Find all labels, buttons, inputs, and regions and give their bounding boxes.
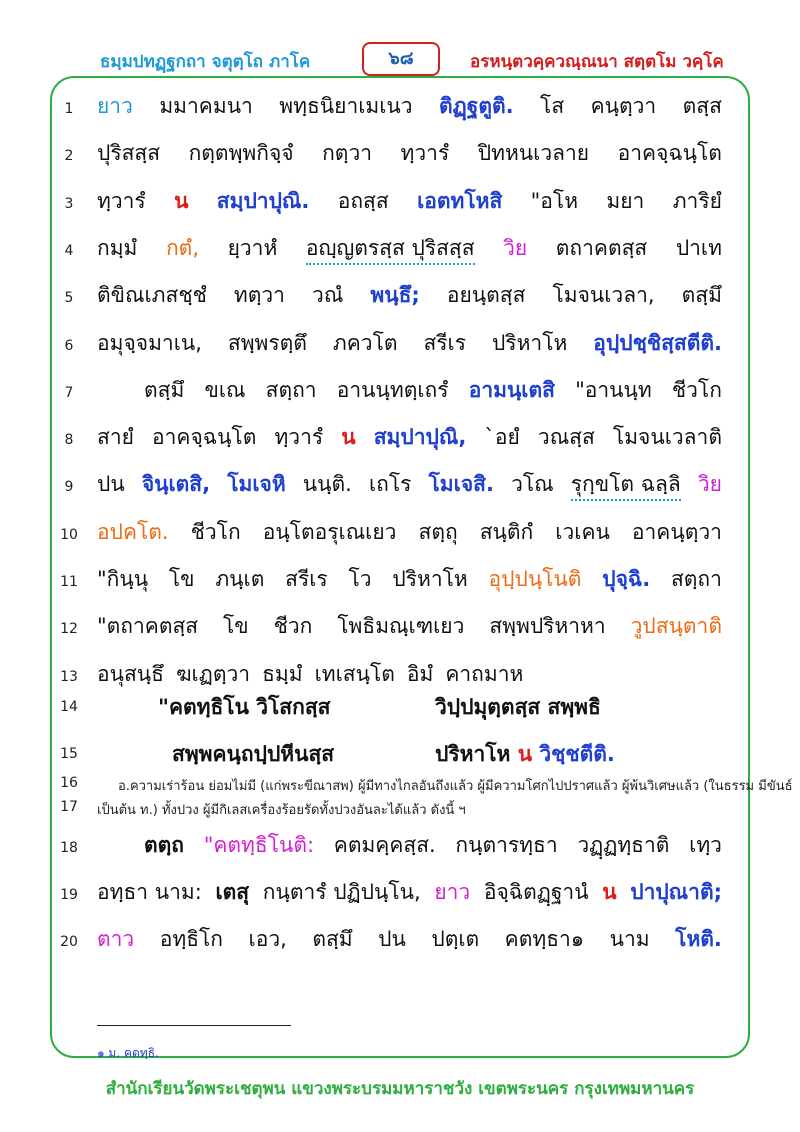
word: ทฺวารํ bbox=[97, 188, 146, 213]
word: `อยํ bbox=[484, 425, 520, 450]
word: "กินฺนุ bbox=[97, 567, 149, 591]
word: โข bbox=[223, 614, 249, 639]
word: คาถมาห bbox=[445, 661, 524, 686]
word: อานนฺทตฺเถรํ bbox=[336, 377, 449, 402]
verse-word: ปริหาโห bbox=[435, 742, 511, 766]
word: "ตถาคตสฺส bbox=[97, 614, 199, 639]
text-line bbox=[0, 513, 800, 557]
page-footer: สำนักเรียนวัดพระเชตุพน แขวงพระบรมมหาราชวัง เขตพระนคร กรุงเทพมหานคร bbox=[105, 1079, 695, 1099]
word: น bbox=[602, 880, 617, 904]
word: โมเจสิ. bbox=[428, 472, 494, 497]
word: วณสฺส bbox=[537, 425, 595, 450]
word: ปริหาโห bbox=[491, 330, 568, 355]
word: จินฺเตสิ, bbox=[141, 472, 211, 497]
line-text bbox=[97, 328, 722, 358]
line-text bbox=[97, 611, 722, 641]
line-number: 18 bbox=[60, 840, 78, 856]
text-line bbox=[0, 560, 800, 604]
word: โมเจหิ bbox=[227, 472, 286, 497]
word: วโณ bbox=[511, 472, 554, 497]
word: อยนฺตสฺส bbox=[446, 283, 526, 308]
word: สตฺถา bbox=[670, 567, 722, 591]
word: มมาคมนา bbox=[159, 94, 253, 118]
word: โข bbox=[168, 567, 195, 591]
word: โว bbox=[348, 567, 372, 591]
text-line bbox=[0, 87, 800, 131]
text-line bbox=[0, 418, 800, 462]
word: อนฺโตอรุเณเยว bbox=[262, 519, 397, 544]
word: ยาว bbox=[434, 880, 471, 904]
line-number: 2 bbox=[64, 148, 74, 165]
word: "อโห bbox=[530, 188, 579, 213]
word: อาคจฺฉนฺโต bbox=[152, 425, 257, 450]
line-number: 13 bbox=[60, 668, 78, 685]
word: ตสฺส bbox=[682, 94, 722, 118]
word: โมจนเวลา, bbox=[552, 283, 655, 308]
word: สพฺพรตฺตึ bbox=[227, 330, 307, 355]
word: อิจฺฉิตฏฺฐานํ bbox=[483, 880, 589, 904]
line-text bbox=[97, 422, 722, 452]
word: เทฺว bbox=[689, 833, 722, 857]
line-number: 3 bbox=[64, 195, 74, 212]
word: ฆเฏตฺวา bbox=[175, 661, 251, 686]
word: ตสฺมึ bbox=[144, 377, 185, 402]
word: ตสฺมึ bbox=[681, 283, 722, 308]
word: ภาริยํ bbox=[672, 188, 722, 213]
line-text bbox=[144, 375, 722, 405]
header-right-title: อรหนฺตวคฺควณฺณนา สตฺตโม วคฺโค bbox=[470, 52, 724, 72]
word: อญฺญตรสฺส ปุริสสฺส bbox=[306, 233, 475, 265]
verse-part-b bbox=[435, 738, 615, 771]
word: สพฺพปริหาหา bbox=[489, 614, 606, 639]
word: ภควโต bbox=[332, 330, 398, 355]
word: อาคนฺตฺวา bbox=[631, 519, 722, 544]
line-text bbox=[97, 517, 722, 547]
word: ภนฺเต bbox=[215, 567, 265, 591]
word: พนฺธึ; bbox=[370, 283, 420, 308]
footnote-rule bbox=[97, 1025, 291, 1026]
word: ปุจฺฉิ. bbox=[602, 567, 651, 591]
word: ชีวโก bbox=[190, 519, 241, 544]
word: อนุสนฺธึ bbox=[97, 661, 164, 686]
word: อิมํ bbox=[406, 661, 434, 686]
word: รุกฺขโต ฉลฺลิ bbox=[571, 469, 681, 501]
word: อามนฺเตสิ bbox=[468, 377, 555, 402]
line-text bbox=[97, 91, 722, 121]
word: สายํ bbox=[97, 425, 134, 450]
footnote-text: ๑ ม. คตทฺธิ. bbox=[97, 1046, 159, 1060]
line-text bbox=[97, 564, 722, 594]
word: สตฺถุ bbox=[418, 519, 458, 544]
word: ติฏฺฐตูติ. bbox=[439, 94, 514, 118]
line-number: 5 bbox=[64, 290, 74, 307]
word: นาม bbox=[609, 927, 650, 951]
verse-part-a: สพฺพคนฺถปฺปหีนสฺส bbox=[172, 742, 335, 766]
word: อุปฺปนฺโนติ bbox=[488, 567, 582, 591]
text-line bbox=[0, 276, 800, 320]
text-line bbox=[0, 229, 800, 273]
word: ตสฺมึ bbox=[312, 927, 353, 951]
line-text bbox=[97, 280, 722, 310]
word: ทฺวารํ bbox=[400, 141, 450, 166]
word: นนฺติ. bbox=[302, 472, 352, 497]
word: กนฺตารํ ปฏิปนฺโน, bbox=[262, 880, 421, 904]
word: กตฺวา bbox=[322, 141, 373, 166]
word: คตทฺธา๑ bbox=[504, 927, 585, 951]
word: เอว, bbox=[248, 927, 287, 951]
word: ตถาคตสฺส bbox=[555, 235, 648, 260]
word: ตตฺถ bbox=[144, 833, 184, 857]
word: โหติ. bbox=[675, 927, 722, 951]
text-line bbox=[0, 873, 800, 917]
word: อมุจฺจมาเน, bbox=[97, 330, 202, 355]
word: กมฺมํ bbox=[97, 235, 138, 260]
word: ปาปุณาติ; bbox=[630, 880, 722, 904]
word: อทฺธา นาม: bbox=[97, 880, 202, 904]
line-text bbox=[97, 233, 722, 265]
line-number: 6 bbox=[64, 337, 74, 354]
text-line bbox=[0, 465, 800, 509]
line-number: 14 bbox=[60, 699, 78, 715]
line-number: 16 bbox=[60, 775, 78, 791]
verse-part-a: "คตทฺธิโน วิโสกสฺส bbox=[158, 695, 331, 719]
header-left-title: ธมฺมปทฏฺฐกถา จตุตฺโถ ภาโค bbox=[100, 52, 311, 72]
word: "คตทฺธิโนติ: bbox=[203, 833, 315, 857]
text-line bbox=[0, 134, 800, 178]
translation-text: อ.ความเร่าร้อน ย่อมไม่มี (แก่พระขีณาสพ) ผู้มีทางไกลอันถึงแล้ว ผู้มีความโศกไปปราศแล้ว ผู้พ้นวิเศษแล้ว (ในธรรม มีขันธ์ bbox=[118, 779, 793, 794]
word: เวเคน bbox=[555, 519, 610, 544]
word: กนฺตารทฺธา bbox=[455, 833, 558, 857]
word: ปริหาโห bbox=[392, 567, 468, 591]
word: เอตทโหสิ bbox=[417, 188, 503, 213]
word: น bbox=[341, 425, 356, 450]
word: เถโร bbox=[368, 472, 412, 497]
line-number: 20 bbox=[60, 934, 78, 950]
word: ชีวโก bbox=[671, 377, 722, 402]
word: ทตฺวา bbox=[233, 283, 285, 308]
line-number: 7 bbox=[64, 384, 74, 401]
word: เทเสนฺโต bbox=[314, 661, 395, 686]
text-line bbox=[0, 182, 800, 226]
word: กตํ, bbox=[165, 235, 199, 260]
word: อปคโต. bbox=[97, 519, 169, 544]
word: ปาเท bbox=[675, 235, 722, 260]
line-number: 15 bbox=[60, 746, 78, 762]
line-text bbox=[97, 924, 722, 954]
text-line bbox=[0, 826, 800, 870]
word: ปตฺเต bbox=[431, 927, 480, 951]
text-line bbox=[0, 920, 800, 964]
line-text bbox=[97, 186, 722, 216]
line-number: 9 bbox=[64, 479, 74, 496]
verse-line-15 bbox=[0, 732, 800, 776]
verse-line-14 bbox=[0, 685, 800, 729]
word: โส bbox=[540, 94, 565, 118]
word: สรีเร bbox=[285, 567, 328, 591]
page-number-badge: ๖๘ bbox=[362, 42, 440, 76]
word: สตฺถา bbox=[265, 377, 317, 402]
word: ธมฺมํ bbox=[262, 661, 303, 686]
word: ยาว bbox=[97, 94, 133, 118]
word: ขเณ bbox=[204, 377, 246, 402]
word: ปิทหนเวลาย bbox=[477, 141, 590, 166]
word: เตสุ bbox=[215, 880, 250, 904]
line-number: 12 bbox=[60, 621, 78, 638]
translation-text: เป็นต้น ท.) ทั้งปวง ผู้มีกิเลสเครื่องร้อยรัดทั้งปวงอันละได้แล้ว ดังนี้ ฯ bbox=[97, 803, 466, 818]
word: ปุริสสฺส bbox=[97, 141, 161, 166]
word: สมฺปาปุณิ, bbox=[373, 425, 467, 450]
word: น bbox=[174, 188, 189, 213]
word: คตมคฺคสฺส. bbox=[333, 833, 436, 857]
word: โพธิมณฺเฑเยว bbox=[337, 614, 465, 639]
word: วิย bbox=[697, 472, 722, 497]
word: ตาว bbox=[97, 927, 135, 951]
word: โมจนเวลาติ bbox=[612, 425, 722, 450]
word: อุปฺปชฺชิสฺสตีติ. bbox=[593, 330, 722, 355]
word: สนฺติกํ bbox=[479, 519, 534, 544]
text-line bbox=[0, 324, 800, 368]
line-text bbox=[97, 877, 722, 907]
word: อทฺธิโก bbox=[159, 927, 224, 951]
line-number: 11 bbox=[60, 574, 78, 590]
page-header bbox=[0, 40, 800, 76]
word: มยา bbox=[606, 188, 645, 213]
translation-line-17 bbox=[0, 796, 800, 818]
line-number: 4 bbox=[64, 242, 74, 259]
line-number: 8 bbox=[64, 432, 74, 449]
verse-part-b: วิปฺปมุตฺตสฺส สพฺพธิ bbox=[435, 695, 601, 719]
word: สรีเร bbox=[423, 330, 467, 355]
word: ปน bbox=[97, 472, 125, 497]
line-number: 1 bbox=[64, 101, 74, 117]
verse-word-na: น bbox=[517, 742, 533, 766]
word: ยฺวาหํ bbox=[227, 235, 278, 260]
word: ทฺวารํ bbox=[274, 425, 324, 450]
word: สมฺปาปุณิ. bbox=[216, 188, 310, 213]
text-line bbox=[0, 607, 800, 651]
word: พทฺธนิยาเมเนว bbox=[279, 94, 413, 118]
line-number: 17 bbox=[60, 799, 78, 815]
word: คนฺตฺวา bbox=[590, 94, 657, 118]
verse-word: วิชฺชตีติ. bbox=[539, 742, 615, 766]
word: วิย bbox=[503, 235, 528, 260]
word: ชีวก bbox=[273, 614, 313, 639]
text-line bbox=[0, 371, 800, 415]
word: อาคจฺฉนฺโต bbox=[617, 141, 722, 166]
word: วณํ bbox=[312, 283, 344, 308]
word: อถสฺส bbox=[337, 188, 389, 213]
translation-line-16 bbox=[0, 772, 800, 794]
word: กตฺตพฺพกิจฺจํ bbox=[188, 141, 294, 166]
line-text bbox=[144, 830, 722, 860]
word: ติขิณเภสชฺชํ bbox=[97, 283, 207, 308]
word: วฏฺฏทฺธาติ bbox=[577, 833, 670, 857]
word: ปน bbox=[378, 927, 406, 951]
line-text bbox=[97, 469, 722, 501]
line-number: 19 bbox=[60, 887, 78, 903]
word: วูปสนฺตาติ bbox=[630, 614, 722, 639]
line-text bbox=[97, 138, 722, 168]
line-number: 10 bbox=[60, 526, 78, 543]
word: "อานนฺท bbox=[575, 377, 652, 402]
